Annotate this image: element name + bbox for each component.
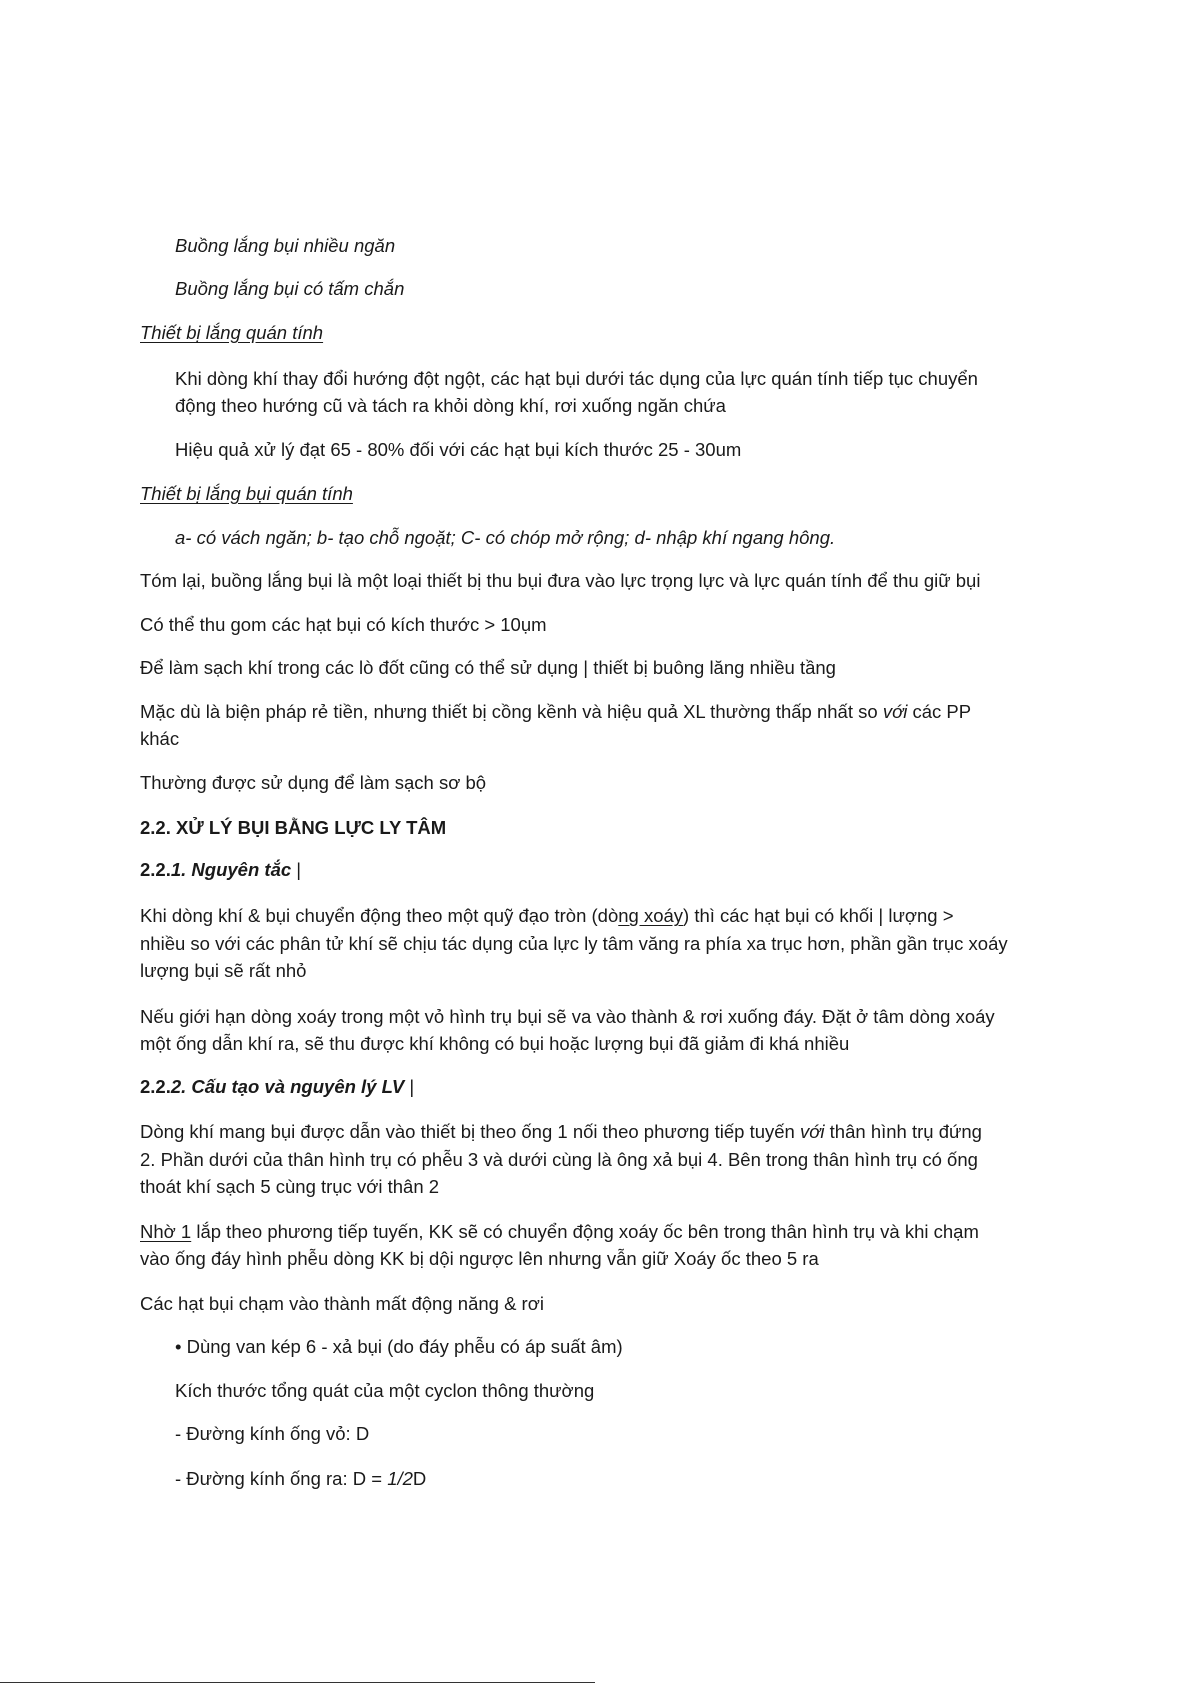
bullet-item: Buồng lắng bụi có tấm chắn bbox=[175, 278, 405, 299]
subsection-heading bbox=[140, 1073, 414, 1100]
paragraph-line: nhiều so với các phân tử khí sẽ chịu tác dụng của lực ly tâm văng ra phía xa trục hơn, phần gần trục xoáy bbox=[140, 933, 1008, 954]
section-subheading: Thiết bị lắng quán tính bbox=[140, 322, 324, 343]
paragraph-line bbox=[140, 698, 971, 725]
paragraph-line: động theo hướng cũ và tách ra khỏi dòng khí, rơi xuống ngăn chứa bbox=[175, 395, 726, 416]
paragraph-line bbox=[140, 1118, 982, 1145]
paragraph-line: Nếu giới hạn dòng xoáy trong một vỏ hình trụ bụi sẽ va vào thành & rơi xuống đáy. Đặt ở tâm dòng xoáy bbox=[140, 1006, 995, 1027]
text-run: thân hình trụ đứng bbox=[824, 1121, 982, 1142]
heading-number: 2.2. bbox=[140, 859, 171, 880]
text-run: với bbox=[799, 1121, 825, 1142]
paragraph-line: Các hạt bụi chạm vào thành mất động năng & rơi bbox=[140, 1293, 544, 1314]
text-run: 1/2 bbox=[387, 1468, 413, 1489]
text-run: | bbox=[291, 859, 302, 880]
text-run: Khi dòng khí & bụi chuyển động theo một quỹ đạo tròn (dò bbox=[140, 905, 619, 926]
paragraph-line: Kích thước tổng quát của một cyclon thông thường bbox=[175, 1380, 595, 1401]
bullet-item: Buồng lắng bụi nhiều ngăn bbox=[175, 235, 396, 256]
text-run: lắp theo phương tiếp tuyến, KK sẽ có chuyển động xoáy ốc bên trong thân hình trụ và khi chạm bbox=[191, 1221, 979, 1242]
subsection-heading bbox=[140, 856, 301, 883]
paragraph-line: Để làm sạch khí trong các lò đốt cũng có thể sử dụng | thiết bị buông lăng nhiều tầng bbox=[140, 657, 836, 678]
text-run: Nhờ 1 bbox=[140, 1221, 192, 1242]
heading-title: 2. Cấu tạo và nguyên lý LV bbox=[170, 1076, 405, 1097]
heading-number: 2.2. bbox=[140, 1076, 171, 1097]
text-run: ) thì các hạt bụi có khối | lượng > bbox=[683, 905, 954, 926]
paragraph-line: thoát khí sạch 5 cùng trục với thân 2 bbox=[140, 1176, 440, 1197]
paragraph-line: Tóm lại, buồng lắng bụi là một loại thiết bị thu bụi đưa vào lực trọng lực và lực quán tính để thu giữ bụi bbox=[140, 570, 981, 591]
paragraph-line bbox=[140, 902, 954, 929]
caption-text: a- có vách ngăn; b- tạo chỗ ngoặt; C- có chóp mở rộng; d- nhập khí ngang hông bbox=[175, 527, 830, 548]
paragraph-line: 2. Phần dưới của thân hình trụ có phễu 3 và dưới cùng là ông xả bụi 4. Bên trong thân hình trụ có ống bbox=[140, 1149, 978, 1170]
bullet-item: • Dùng van kép 6 - xả bụi (do đáy phễu có áp suất âm) bbox=[175, 1336, 623, 1357]
heading-title: 1. Nguyên tắc bbox=[170, 859, 292, 880]
text-run: các PP bbox=[907, 701, 972, 722]
text-run: Mặc dù là biện pháp rẻ tiền, nhưng thiết bị cồng kềnh và hiệu quả XL thường thấp nhất so bbox=[140, 701, 883, 722]
text-run: D bbox=[412, 1468, 427, 1489]
list-item bbox=[175, 1465, 426, 1492]
text-run: ng xoáy bbox=[618, 905, 684, 926]
figure-caption: a- có vách ngăn; b- tạo chỗ ngoặt; C- có chóp mở rộng; d- nhập khí ngang hông. bbox=[175, 527, 836, 548]
paragraph-line: Có thể thu gom các hạt bụi có kích thước > 10ụm bbox=[140, 614, 547, 635]
list-item: - Đường kính ống vỏ: D bbox=[175, 1423, 370, 1444]
text-run: Dòng khí mang bụi được dẫn vào thiết bị theo ống 1 nối theo phương tiếp tuyến bbox=[140, 1121, 800, 1142]
footnote-separator bbox=[0, 1682, 595, 1683]
section-subheading: Thiết bị lắng bụi quán tính bbox=[140, 483, 353, 504]
paragraph-line bbox=[140, 1218, 979, 1245]
section-heading: 2.2. XỬ LÝ BỤI BẰNG LỰC LY TÂM bbox=[140, 817, 447, 838]
paragraph-line: vào ống đáy hình phễu dòng KK bị dội ngược lên nhưng vẫn giữ Xoáy ốc theo 5 ra bbox=[140, 1248, 819, 1269]
text-run: | bbox=[404, 1076, 415, 1097]
paragraph-line: Thường được sử dụng để làm sạch sơ bộ bbox=[140, 772, 487, 793]
paragraph-line: một ống dẫn khí ra, sẽ thu được khí không có bụi hoặc lượng bụi đã giảm đi khá nhiều bbox=[140, 1033, 850, 1054]
paragraph-line: Hiệu quả xử lý đạt 65 - 80% đối với các hạt bụi kích thước 25 - 30um bbox=[175, 439, 742, 460]
text-run: - Đường kính ống ra: D = bbox=[175, 1468, 388, 1489]
paragraph-line: lượng bụi sẽ rất nhỏ bbox=[140, 960, 307, 981]
paragraph-line: Khi dòng khí thay đổi hướng đột ngột, các hạt bụi dưới tác dụng của lực quán tính tiếp tục chuyển bbox=[175, 368, 978, 389]
paragraph-line: khác bbox=[140, 728, 180, 749]
text-run: với bbox=[882, 701, 908, 722]
